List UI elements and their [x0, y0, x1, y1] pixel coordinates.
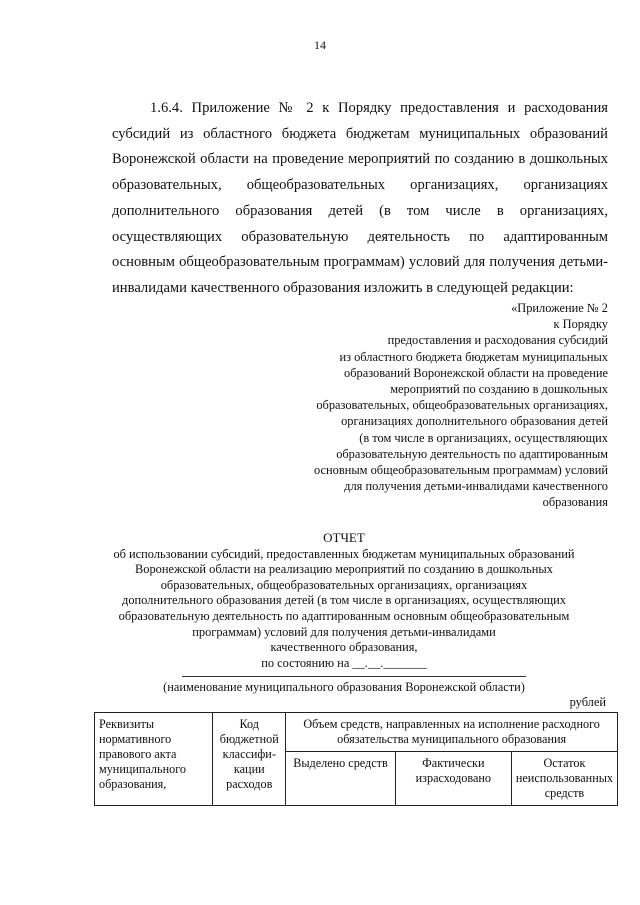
- report-title: ОТЧЕТ: [323, 530, 365, 545]
- report-line: Воронежской области на реализацию мероприятий по созданию в дошкольных: [135, 562, 553, 577]
- report-line: образовательную деятельность по адаптированным основным общеобразовательным: [118, 608, 570, 623]
- appendix-line: (в том числе в организациях, осуществляющих: [359, 430, 608, 445]
- appendix-line: образовательную деятельность по адаптированным: [336, 446, 608, 461]
- report-line: качественного образования,: [270, 640, 418, 655]
- header-remaining: Остаток неиспользованных средств: [511, 752, 617, 806]
- appendix-line: образовательных, общеобразовательных организациях,: [316, 398, 608, 413]
- page-number: 14: [314, 38, 326, 52]
- table-header-row: [95, 713, 618, 752]
- appendix-line: мероприятий по созданию в дошкольных: [390, 382, 608, 397]
- appendix-line: образования: [542, 495, 608, 510]
- amendment-paragraph: [112, 96, 608, 302]
- appendix-line: основным общеобразовательным программам) условий: [314, 463, 608, 478]
- report-date-line: по состоянию на __.__._______: [261, 655, 427, 670]
- header-requisites: Реквизиты нормативного правового акта муниципального образования,: [95, 713, 213, 806]
- appendix-line: «Приложение № 2: [511, 301, 608, 315]
- report-heading: [64, 530, 624, 671]
- currency-unit: рублей: [569, 695, 606, 709]
- header-budget-code: Код бюджетной классифи-кации расходов: [213, 713, 286, 806]
- appendix-header: [278, 300, 608, 511]
- report-line: программам) условий для получения детьми-инвалидами: [192, 624, 496, 639]
- appendix-line: предоставления и расходования субсидий: [387, 333, 608, 348]
- municipality-caption: (наименование муниципального образования Воронежской области): [163, 680, 525, 694]
- report-table: [94, 712, 618, 806]
- appendix-line: к Порядку: [553, 317, 608, 332]
- appendix-line: организациях дополнительного образования детей: [341, 414, 608, 429]
- municipality-name-line: [182, 676, 526, 677]
- header-allocated: Выделено средств: [286, 752, 396, 806]
- report-line: дополнительного образования детей (в том числе в организациях, осуществляющих: [122, 593, 566, 608]
- amendment-text: 1.6.4. Приложение № 2 к Порядку предоставления и расходования субсидий из областного бюджета бюджетам муниципальных образований Воронежской области на проведение мероприятий по созданию в дошкольных образовательных, общеобразовательных организациях, организациях дополнительного образования детей (в том числе в организациях, осуществляющих образовательную деятельность по адаптированным основным общеобразовательным программам) условий для получения детьми-инвалидами качественного образования изложить в следующей редакции:: [112, 100, 608, 296]
- header-spent: Фактически израсходовано: [395, 752, 511, 806]
- appendix-line: из областного бюджета бюджетам муниципальных: [339, 349, 608, 364]
- report-line: об использовании субсидий, предоставленных бюджетам муниципальных образований: [113, 546, 575, 561]
- appendix-line: для получения детьми-инвалидами качественного: [344, 479, 608, 494]
- appendix-line: образований Воронежской области на проведение: [344, 365, 608, 380]
- report-line: образовательных, общеобразовательных организациях, организациях: [160, 577, 528, 592]
- header-volume-group: Объем средств, направленных на исполнение расходного обязательства муниципального образования: [286, 713, 618, 752]
